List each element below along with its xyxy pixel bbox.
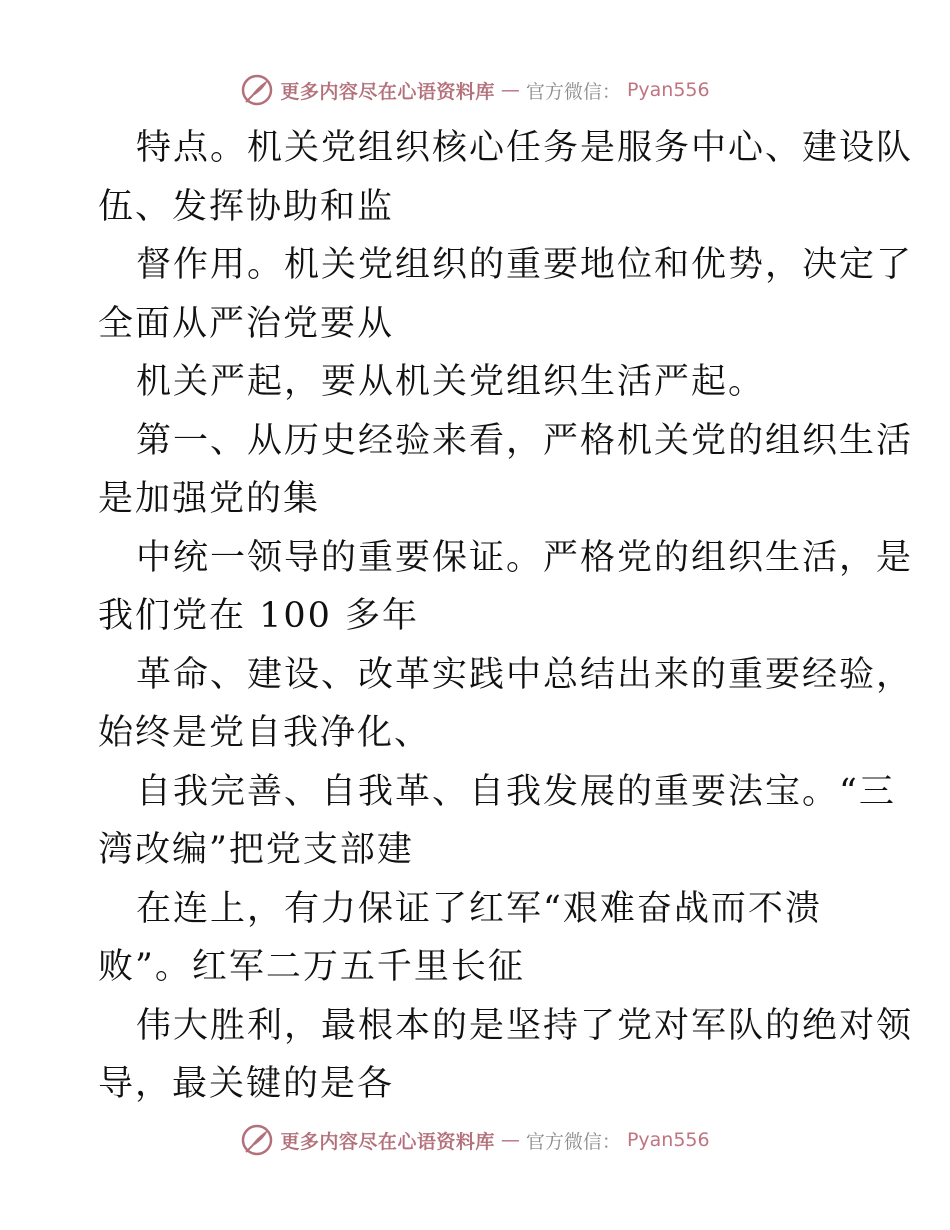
- watermark-dash: —: [500, 79, 520, 101]
- body-line: 败”。红军二万五千里长征: [98, 947, 525, 987]
- watermark-wechat-id: Pyan556: [626, 79, 710, 101]
- body-line: 我们党在 100 多年: [98, 596, 420, 636]
- body-line: 革命、建设、改革实践中总结出来的重要经验，: [136, 654, 914, 695]
- watermark-label: 官方微信：: [525, 80, 621, 103]
- feather-pen-icon: [240, 1123, 274, 1157]
- watermark-wechat-id: Pyan556: [626, 1129, 710, 1151]
- footer-watermark: [0, 1120, 950, 1160]
- body-line: 第一、从历史经验来看，严格机关党的组织生活: [136, 420, 914, 461]
- document-body: [98, 119, 914, 1114]
- body-line: 督作用。机关党组织的重要地位和优势，决定了: [136, 245, 914, 285]
- body-line: 始终是党自我净化、: [98, 713, 432, 753]
- feather-pen-icon: [240, 73, 274, 107]
- body-line: 湾改编”把党支部建: [98, 830, 414, 870]
- body-line: 导，最关键的是各: [98, 1064, 395, 1104]
- body-line: 伟大胜利，最根本的是坚持了党对军队的绝对领: [136, 1005, 914, 1046]
- body-line: 全面从严治党要从: [98, 303, 395, 344]
- watermark-main-text: 更多内容尽在心语资料库: [280, 80, 495, 103]
- watermark-dash: —: [500, 1129, 520, 1151]
- body-line: 机关严起，要从机关党组织生活严起。: [136, 362, 766, 402]
- body-line: 中统一领导的重要保证。严格党的组织生活，是: [136, 537, 914, 578]
- body-line: 是加强党的集: [98, 479, 321, 519]
- header-watermark: [0, 70, 950, 110]
- body-line: 在连上，有力保证了红军“艰难奋战而不溃: [136, 888, 822, 929]
- body-line: 特点。机关党组织核心任务是服务中心、建设队: [136, 128, 914, 168]
- body-line: 自我完善、自我革、自我发展的重要法宝。“三: [136, 771, 896, 812]
- watermark-main-text: 更多内容尽在心语资料库: [280, 1130, 495, 1153]
- body-line: 伍、发挥协助和监: [98, 186, 395, 227]
- watermark-label: 官方微信：: [525, 1130, 621, 1153]
